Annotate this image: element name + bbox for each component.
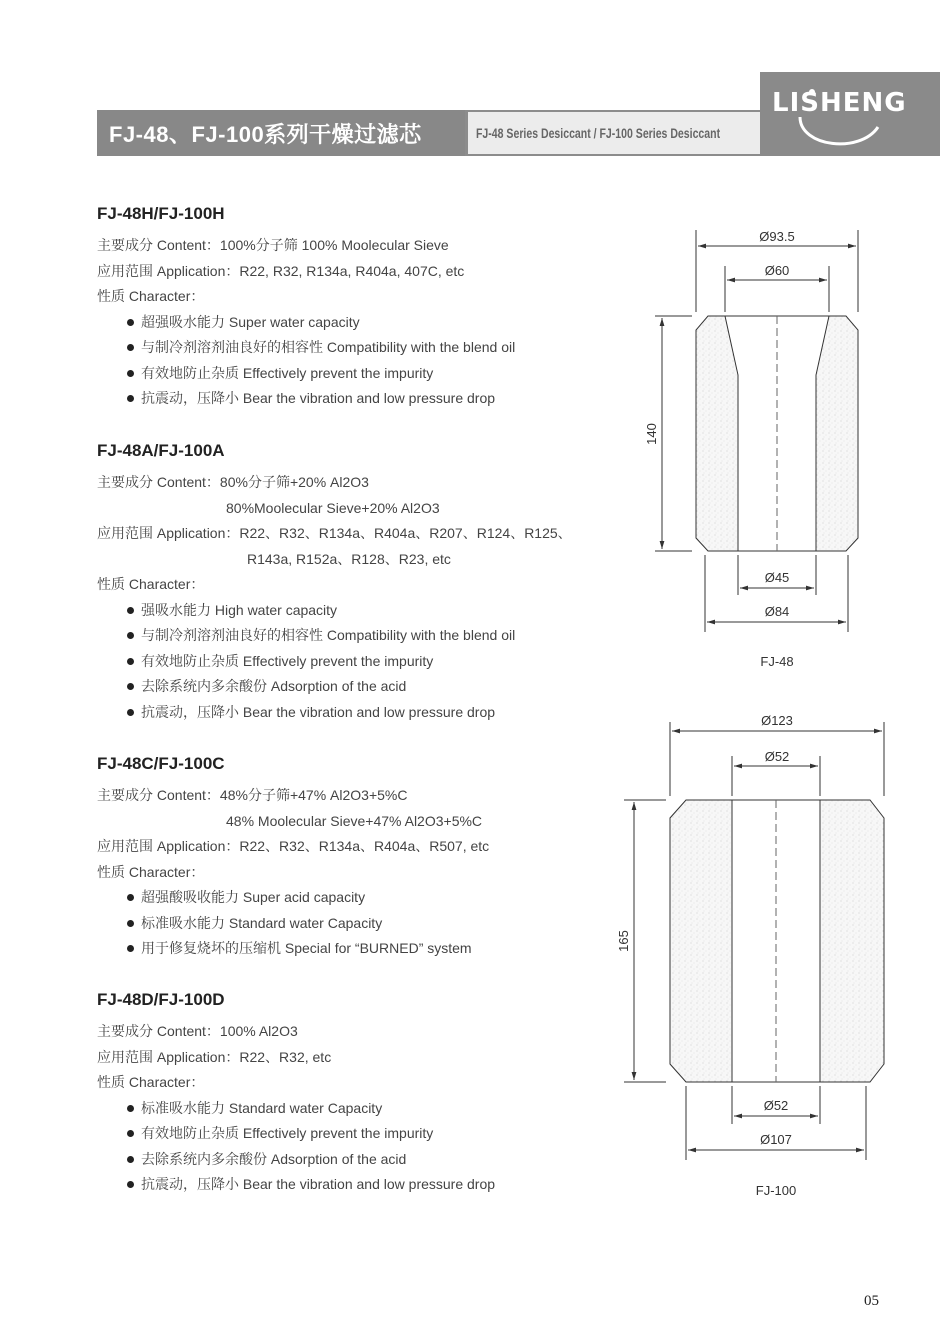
page-title: FJ-48、FJ-100系列干燥过滤芯 [97,110,465,156]
application-line: 应用范围 Application：R22、R32, etc [97,1048,332,1065]
character-label: 性质 Character： [97,576,205,592]
character-label: 性质 Character： [97,288,205,304]
fj100-inner-bottom-label: Ø52 [763,1098,789,1113]
fj48-height-label: 140 [644,423,659,445]
character-label: 性质 Character： [97,863,205,880]
list-item: 去除系统内多余酸份 Adsorption of the acid [97,1147,637,1173]
list-item: 有效地防止杂质 Effectively prevent the impurity [97,649,637,675]
logo-text: LISHENG [772,88,907,118]
section-title: FJ-48H/FJ-100H [97,204,225,223]
list-item: 有效地防止杂质 Effectively prevent the impurity [97,361,637,387]
list-item: 抗震动，压降小 Bear the vibration and low pressure drop [97,700,637,726]
content-line-2: 48% Moolecular Sieve+47% Al2O3+5%C [226,812,483,829]
fj100-outer-bottom-label: Ø107 [760,1132,792,1147]
list-item: 超强酸吸收能力 Super acid capacity [97,885,637,911]
content-line: 主要成分 Content：100% Al2O3 [97,1023,298,1039]
list-item: 与制冷剂溶剂油良好的相容性 Compatibility with the blend oil [97,623,637,649]
fj48-inner-bottom-label: Ø45 [764,570,790,585]
fj48-outer-bottom-label: Ø84 [764,604,790,619]
list-item: 超强吸水能力 Super water capacity [97,310,637,336]
list-item: 去除系统内多余酸份 Adsorption of the acid [97,674,637,700]
list-item: 用于修复烧坏的压缩机 Special for “BURNED” system [97,936,637,962]
content-line: 主要成分 Content：80%分子筛+20% Al2O3 [97,474,369,490]
fj48-drawing [655,230,858,632]
application-line: 应用范围 Application：R22、R32、R134a、R404a、R207、R124、R125、 [97,525,572,541]
list-item: 有效地防止杂质 Effectively prevent the impurity [97,1121,637,1147]
application-line: 应用范围 Application：R22、R32、R134a、R404a、R507, etc [97,838,490,854]
list-item: 抗震动，压降小 Bear the vibration and low pressure drop [97,386,637,412]
page-number: 05 [864,1293,879,1309]
list-item: 强吸水能力 High water capacity [97,598,637,624]
fj100-caption: FJ-100 [755,1183,797,1198]
section-title: FJ-48C/FJ-100C [97,754,225,773]
content-line-2: 80%Moolecular Sieve+20% Al2O3 [226,499,440,516]
section-title: FJ-48D/FJ-100D [97,990,225,1009]
application-line: 应用范围 Application：R22, R32, R134a, R404a, 407C, etc [97,262,465,279]
fj100-drawing [624,722,884,1160]
character-label: 性质 Character： [97,1074,205,1090]
section-title: FJ-48A/FJ-100A [97,441,225,460]
fj100-height-label: 165 [616,930,631,952]
list-item: 抗震动，压降小 Bear the vibration and low pressure drop [97,1172,637,1198]
fj48-outer-top-label: Ø93.5 [759,229,795,244]
list-item: 标准吸水能力 Standard water Capacity [97,1096,637,1122]
fj48-inner-top-label: Ø60 [764,263,790,278]
page-subtitle-text: FJ-48 Series Desiccant / FJ-100 Series Desiccant [476,125,721,141]
fj100-outer-top-label: Ø123 [761,713,793,728]
content-line: 主要成分 Content：100%分子筛 100% Moolecular Sieve [97,237,449,253]
list-item: 标准吸水能力 Standard water Capacity [97,911,637,937]
fj100-inner-top-label: Ø52 [764,749,790,764]
list-item: 与制冷剂溶剂油良好的相容性 Compatibility with the blend oil [97,335,637,361]
content-line: 主要成分 Content：48%分子筛+47% Al2O3+5%C [97,787,408,803]
fj48-caption: FJ-48 [760,654,794,669]
application-line-2: R143a, R152a、R128、R23, etc [247,550,451,567]
